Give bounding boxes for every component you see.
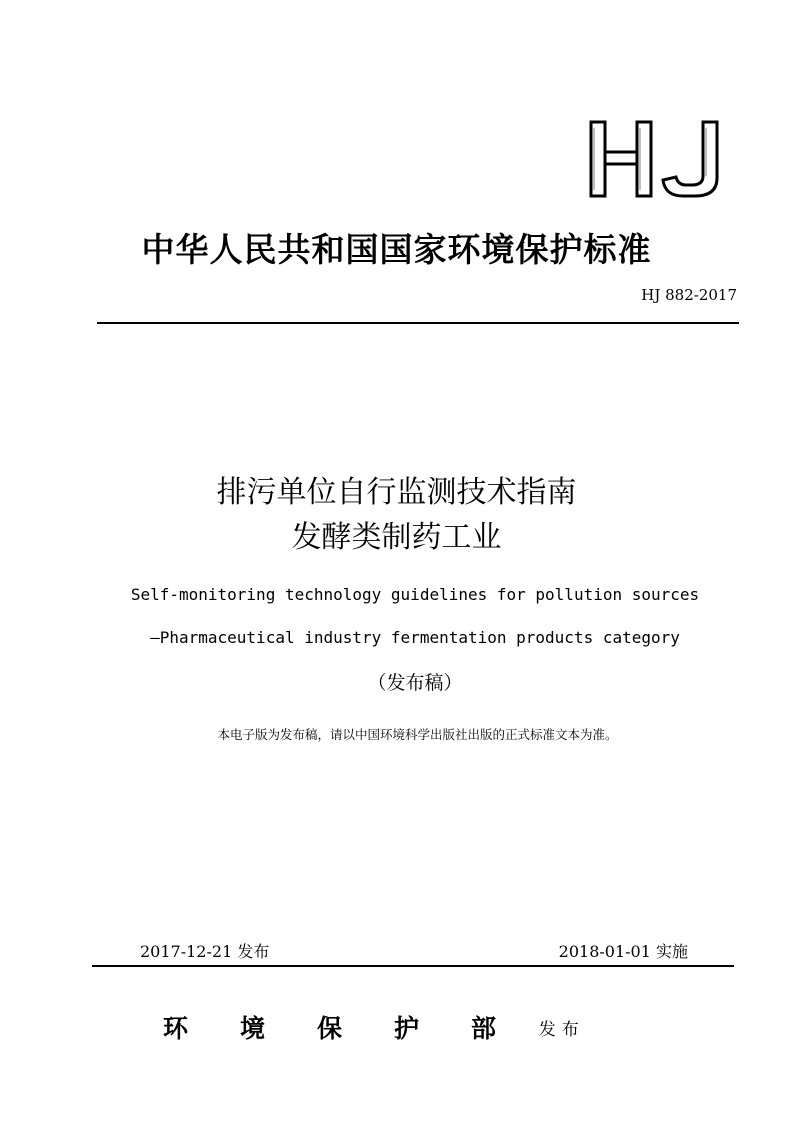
title-chinese-line1: 排污单位自行监测技术指南 [216,475,577,510]
release-note: （发布稿） [367,672,463,694]
effective-date: 2018-01-01 实施 [558,942,688,961]
hj-logo [585,118,725,200]
footer-divider [92,965,734,967]
issuer-line [163,1009,585,1045]
title-chinese-line2: 发酵类制药工业 [291,520,502,555]
header-divider [97,322,739,324]
org-title: 中华人民共和国国家环境保护标准 [141,230,652,269]
title-english-line1: Self-monitoring technology guidelines for pollution sources [130,585,700,604]
title-english-line2: —Pharmaceutical industry fermentation products category [150,628,680,647]
standard-number: HJ 882-2017 [641,286,737,304]
disclaimer-text: 本电子版为发布稿，请以中国环境科学出版社出版的正式标准文本为准。 [217,727,618,742]
issue-date: 2017-12-21 发布 [140,942,270,961]
issuer-name: 环境保护部 [163,1014,549,1043]
issuer-action: 发布 [538,1020,585,1040]
